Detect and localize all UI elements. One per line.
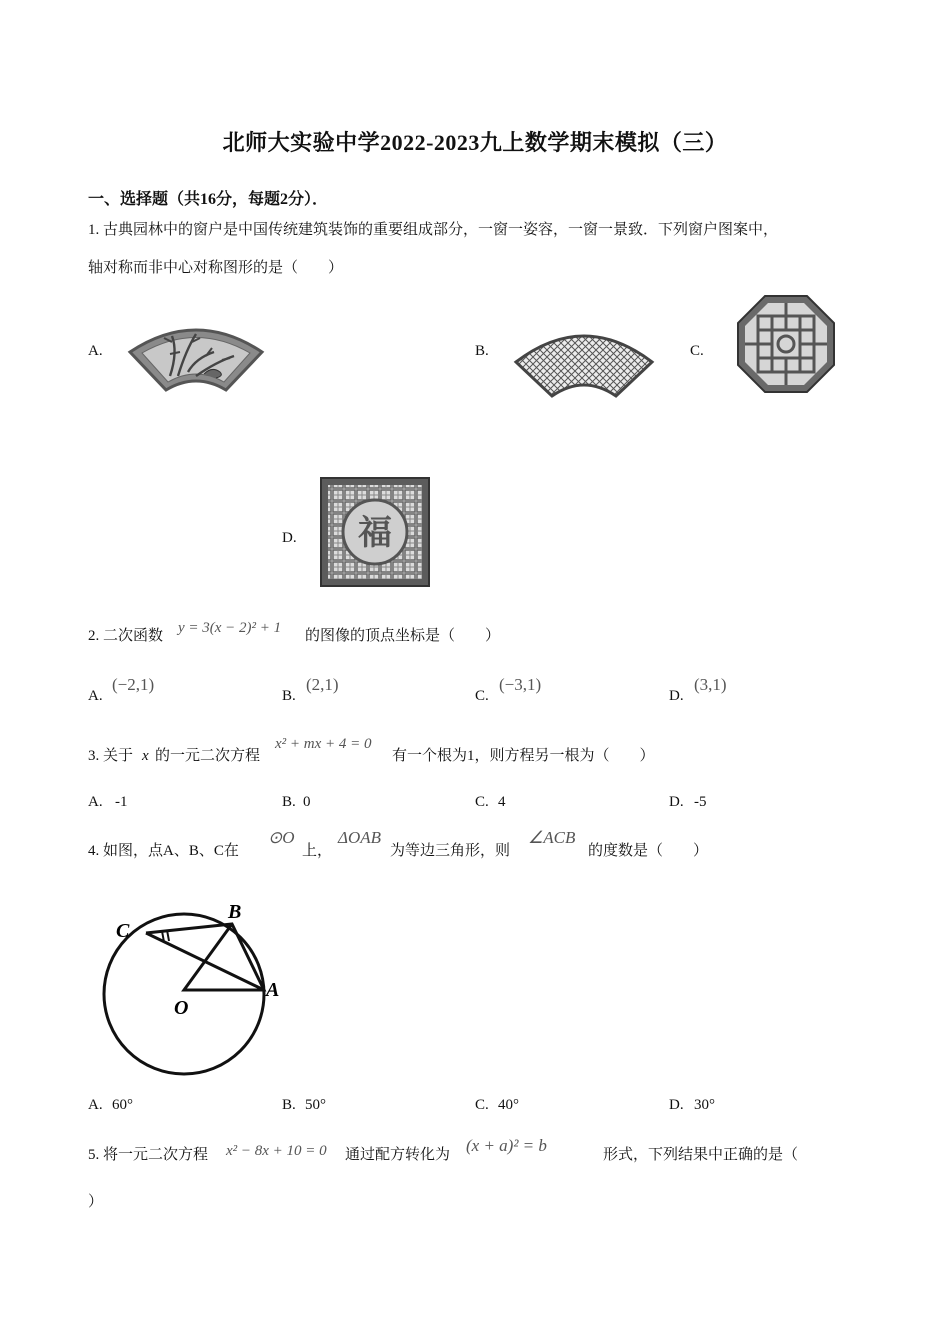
q1-option-a-label: A. (88, 343, 103, 359)
q4-option-d-value: 30° (694, 1097, 715, 1113)
q3-option-a-label: A. (88, 794, 103, 810)
q4-option-b-label: B. (282, 1097, 296, 1113)
q3-option-d-value: -5 (694, 794, 707, 810)
q4-option-a-label: A. (88, 1097, 103, 1113)
q4-option-c-label: C. (475, 1097, 489, 1113)
octagon-window-image (736, 294, 836, 399)
q2-option-b-label: B. (282, 688, 296, 704)
q3-text-prefix: 3. 关于 (88, 748, 134, 764)
q5-formula2: (x + a)² = b (466, 1136, 547, 1155)
fu-character-glyph: 福 (358, 515, 392, 552)
q4-angle-symbol: ∠ACB (528, 828, 576, 847)
point-b-label: B (228, 901, 242, 923)
q2-option-c-value: (−3,1) (499, 675, 542, 694)
q3-option-c-value: 4 (498, 794, 506, 810)
q5-text-prefix: 5. 将一元二次方程 (88, 1147, 209, 1163)
point-o-label: O (174, 997, 189, 1019)
q5-text-line2: ） (88, 1194, 104, 1210)
q4-triangle-symbol: ΔOAB (338, 828, 382, 847)
q2-option-d-value: (3,1) (694, 675, 727, 694)
q2-option-a-value: (−2,1) (112, 675, 155, 694)
q5-formula: x² − 8x + 10 = 0 (226, 1143, 327, 1159)
q2-option-a-label: A. (88, 688, 103, 704)
square-window-fu-image (320, 477, 430, 592)
section-heading: 一、选择题（共16分，每题2分）． (88, 191, 329, 208)
q1-text-line1: 1. 古典园林中的窗户是中国传统建筑装饰的重要组成部分，一窗一姿容，一窗一景致．下列窗户图案中， (88, 222, 779, 238)
q1-text-line2: 轴对称而非中心对称图形的是（ ） (88, 260, 344, 276)
q3-formula: x² + mx + 4 = 0 (275, 736, 372, 752)
q1-option-c-label: C. (690, 343, 704, 359)
q4-option-a-value: 60° (112, 1097, 133, 1113)
q4-text-mid2: 为等边三角形，则 (390, 843, 511, 859)
page-title: 北师大实验中学2022-2023九上数学期末模拟（三） (222, 130, 728, 155)
q4-option-c-value: 40° (498, 1097, 519, 1113)
q4-text-prefix: 4. 如图，点A、B、C在 (88, 843, 239, 859)
q1-option-d-label: D. (282, 530, 297, 546)
q2-text-suffix: 的图像的顶点坐标是（ ） (305, 628, 501, 644)
q3-option-a-value: -1 (115, 794, 128, 810)
point-c-label: C (116, 920, 130, 942)
q5-text-mid: 通过配方转化为 (345, 1147, 451, 1163)
q3-option-d-label: D. (669, 794, 684, 810)
q4-option-d-label: D. (669, 1097, 684, 1113)
q3-option-b-label: B. (282, 794, 296, 810)
point-a-label: A (266, 979, 280, 1001)
q2-option-c-label: C. (475, 688, 489, 704)
q4-text-suffix: 的度数是（ ） (588, 843, 709, 859)
q3-text-mid: 的一元二次方程 (155, 748, 261, 764)
q5-text-suffix: 形式，下列结果中正确的是（ (603, 1147, 799, 1163)
q2-option-d-label: D. (669, 688, 684, 704)
q3-option-b-value: 0 (303, 794, 311, 810)
fan-window-lattice-image (512, 322, 656, 403)
q4-option-b-value: 50° (305, 1097, 326, 1113)
circle-geometry-figure (98, 898, 298, 1081)
fan-window-bamboo-image (126, 322, 266, 397)
q2-option-b-value: (2,1) (306, 675, 339, 694)
q4-circle-symbol: ⊙O (268, 828, 295, 847)
q3-text-suffix: 有一个根为1，则方程另一根为（ ） (392, 748, 655, 764)
q2-formula: y = 3(x − 2)² + 1 (178, 620, 282, 636)
q1-option-b-label: B. (475, 343, 489, 359)
q2-text-prefix: 2. 二次函数 (88, 628, 164, 644)
q4-text-mid1: 上， (302, 843, 333, 859)
q3-variable: x (142, 748, 149, 764)
q3-option-c-label: C. (475, 794, 489, 810)
